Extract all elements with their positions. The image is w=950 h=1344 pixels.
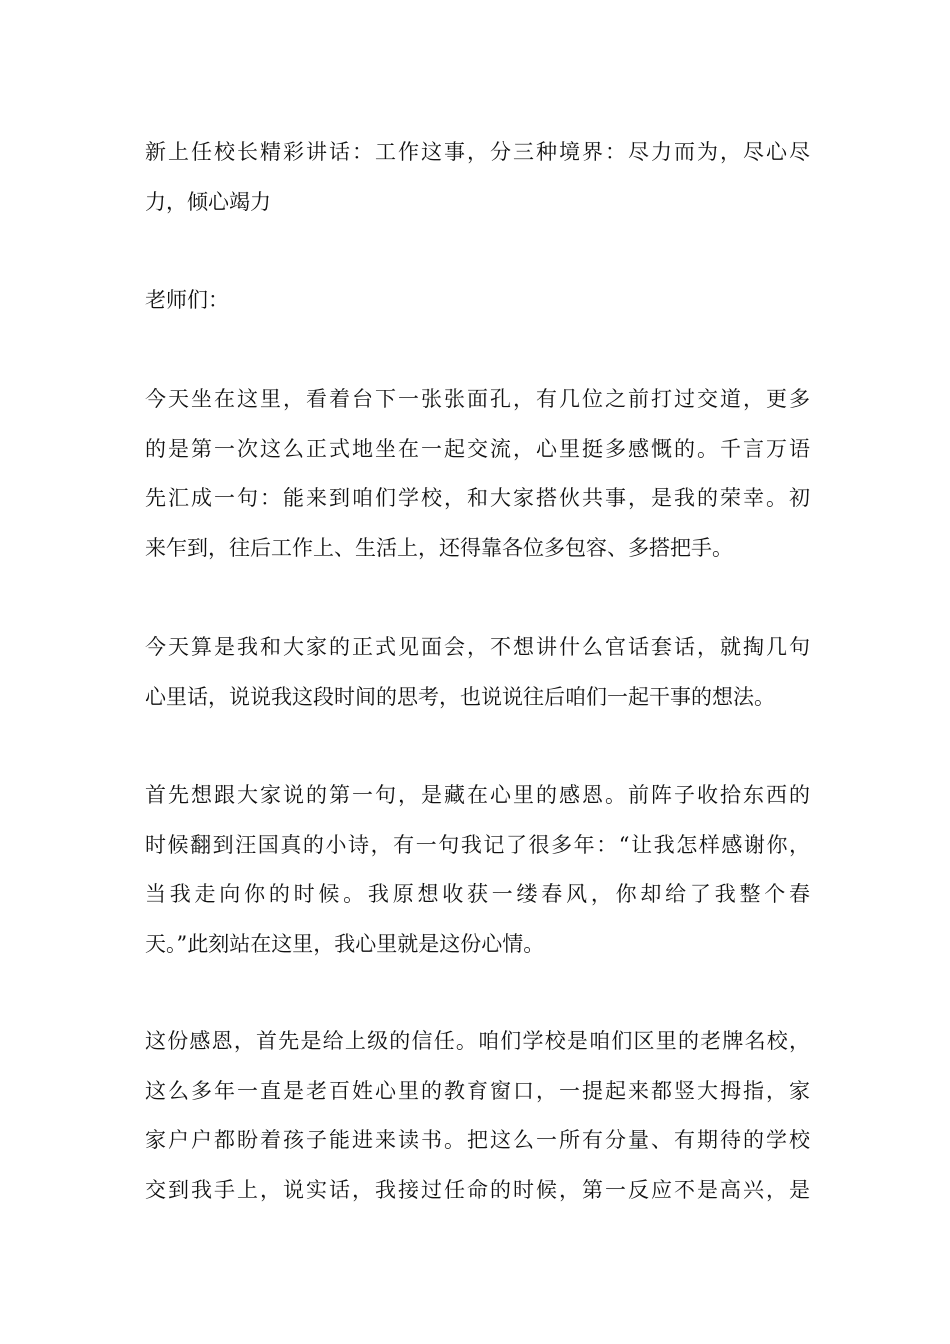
paragraph-line: 今天算是我和大家的正式见面会，不想讲什么官话套话，就掏几句 <box>145 635 810 659</box>
paragraph-line: 首先想跟大家说的第一句，是藏在心里的感恩。前阵子收拾东西的 <box>145 783 810 807</box>
paragraph-line: 来乍到，往后工作上、生活上，还得靠各位多包容、多搭把手。 <box>145 535 733 560</box>
title-line: 新上任校长精彩讲话：工作这事，分三种境界：尽力而为，尽心尽 <box>145 140 810 164</box>
paragraph-line: 心里话，说说我这段时间的思考，也说说往后咱们一起干事的想法。 <box>145 684 775 709</box>
paragraph-4 <box>145 1017 810 1215</box>
salutation <box>145 276 810 326</box>
paragraph-line: 这份感恩，首先是给上级的信任。咱们学校是咱们区里的老牌名校， <box>145 1029 810 1053</box>
paragraph-line: 家户户都盼着孩子能进来读书。把这么一所有分量、有期待的学校 <box>145 1128 810 1152</box>
salutation-text: 老师们： <box>145 288 229 312</box>
title-line: 力，倾心竭力 <box>145 189 271 214</box>
paragraph-line: 的是第一次这么正式地坐在一起交流，心里挺多感慨的。千言万语 <box>145 436 810 461</box>
paragraph-line: 这么多年一直是老百姓心里的教育窗口，一提起来都竖大拇指，家 <box>145 1078 810 1103</box>
paragraph-line: 交到我手上，说实话，我接过任命的时候，第一反应不是高兴，是 <box>145 1177 810 1202</box>
paragraph-1 <box>145 375 810 573</box>
paragraph-line: 当我走向你的时候。我原想收获一缕春风，你却给了我整个春 <box>145 882 810 906</box>
paragraph-line: 先汇成一句：能来到咱们学校，和大家搭伙共事，是我的荣幸。初 <box>145 486 810 510</box>
document-title <box>145 128 810 227</box>
paragraph-3 <box>145 771 810 969</box>
paragraph-line: 今天坐在这里，看着台下一张张面孔，有几位之前打过交道，更多 <box>145 387 810 411</box>
paragraph-line: 天。”此刻站在这里，我心里就是这份心情。 <box>145 931 545 956</box>
paragraph-2 <box>145 623 810 722</box>
paragraph-line: 时候翻到汪国真的小诗，有一句我记了很多年：“让我怎样感谢你， <box>145 832 810 857</box>
